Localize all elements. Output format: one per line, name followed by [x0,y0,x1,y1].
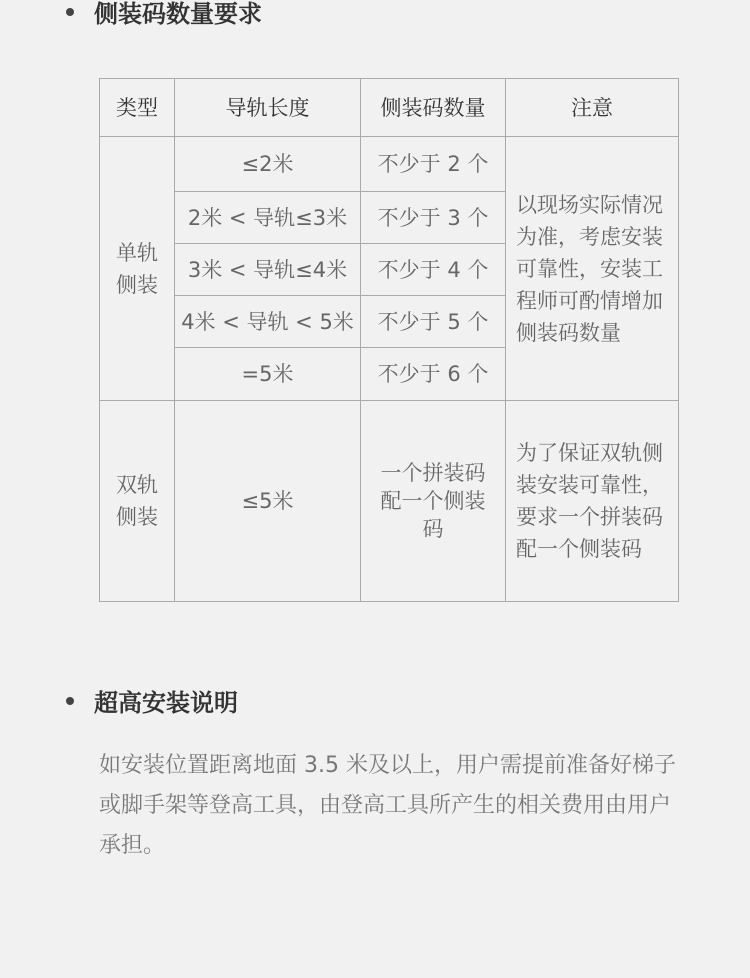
rail-length-cell: 3米 < 导轨≤4米 [175,244,361,296]
side-mount-requirements-table [99,78,679,602]
header-note: 注意 [506,79,679,137]
mount-count-cell: 不少于 3 个 [361,192,506,244]
type-label: 单轨侧装 [116,240,158,297]
note-double-rail: 为了保证双轨侧装安装可靠性，要求一个拼装码配一个侧装码 [506,401,679,602]
high-install-description: 如安装位置距离地面 3.5 米及以上，用户需提前准备好梯子或脚手架等登高工具，由登高工具所产生的相关费用由用户承担。 [99,753,676,858]
mount-count-cell: 不少于 4 个 [361,244,506,296]
section-title: 超高安装说明 [94,689,238,717]
type-single-rail [100,137,175,401]
mount-count-cell: 不少于 2 个 [361,137,506,192]
rail-length-cell: ≤5米 [175,401,361,602]
bullet-icon [66,8,74,16]
section-heading-high-install [66,683,238,718]
type-double-rail [100,401,175,602]
table-row [100,401,679,602]
type-label: 双轨侧装 [116,473,158,529]
header-type: 类型 [100,79,175,137]
section-heading-side-mount [66,0,262,29]
header-rail-length: 导轨长度 [175,79,361,137]
bullet-icon [66,697,74,705]
header-mount-count: 侧装码数量 [361,79,506,137]
table-row [100,137,679,192]
mount-count-cell [361,401,506,602]
rail-length-cell: 4米 < 导轨 < 5米 [175,296,361,348]
rail-length-cell: =5米 [175,348,361,401]
rail-length-cell: 2米 < 导轨≤3米 [175,192,361,244]
rail-length-cell: ≤2米 [175,137,361,192]
table-header-row [100,79,679,137]
mount-count-text: 一个拼装码配一个侧装码 [380,461,486,541]
mount-count-cell: 不少于 5 个 [361,296,506,348]
note-single-rail: 以现场实际情况为准，考虑安装可靠性，安装工程师可酌情增加侧装码数量 [506,137,679,401]
mount-count-cell: 不少于 6 个 [361,348,506,401]
section-title: 侧装码数量要求 [94,0,262,28]
